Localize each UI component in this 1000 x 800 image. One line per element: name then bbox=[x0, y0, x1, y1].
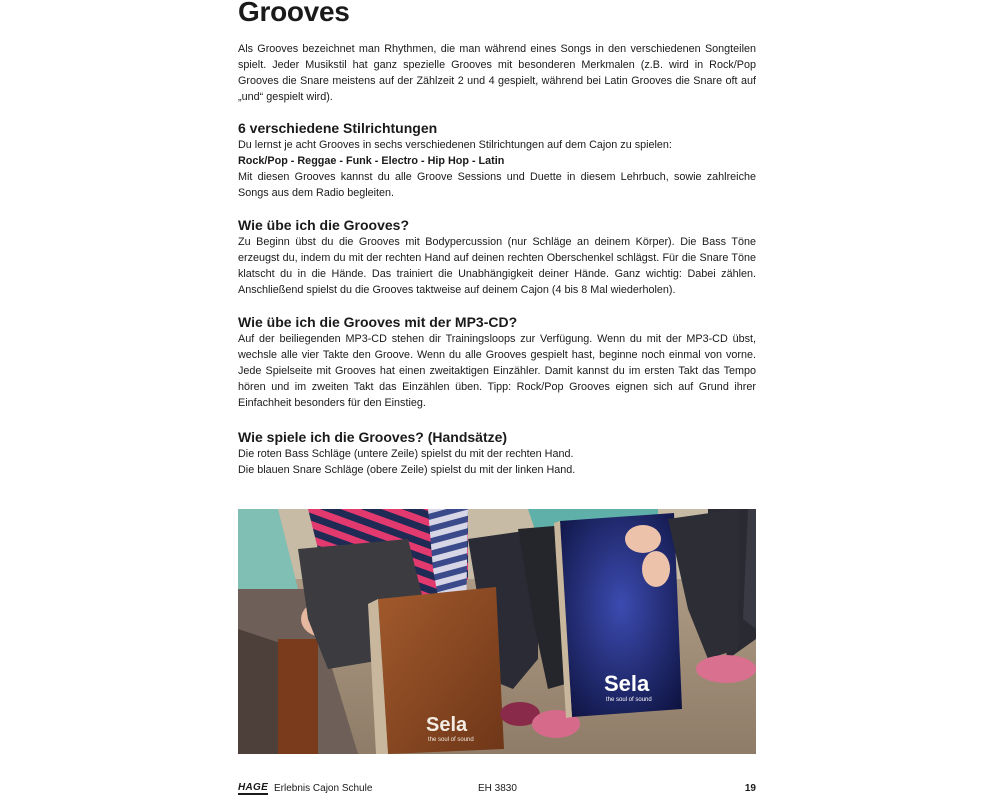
intro-paragraph bbox=[238, 41, 756, 105]
style-list: Rock/Pop - Reggae - Funk - Electro - Hip Hop - Latin bbox=[238, 155, 505, 167]
section-text: Auf der beiliegenden MP3-CD stehen dir Trainingsloops zur Verfügung. Wenn du mit der MP3-CD übst, wechsle alle vier Takte den Groove. Wenn du alle Grooves gespielt hast, beginne noch einmal von vorne. Jede Spielseite mit Grooves hat einen zweitaktigen Einzähler. Damit kannst du im ersten Takt das Tempo hören und im zweiten Takt das Einzählen üben. Tipp: Rock/Pop Grooves eignen sich auf Grund ihrer Einfachheit besonders für den Einstieg. bbox=[238, 333, 756, 409]
cajon-brand-right: Sela bbox=[604, 671, 650, 696]
section-heading: Wie übe ich die Grooves? bbox=[238, 217, 410, 233]
publisher-logo: HAGE bbox=[238, 782, 269, 793]
section-heading: Wie übe ich die Grooves mit der MP3-CD? bbox=[238, 314, 518, 330]
cajon-photo bbox=[238, 509, 756, 754]
section-handsaetze bbox=[238, 428, 756, 478]
page-footer bbox=[238, 783, 756, 797]
section-wie-ueben bbox=[238, 216, 756, 298]
intro-text: Als Grooves bezeichnet man Rhythmen, die man während eines Songs in den verschiedenen Songteilen spielt. Jeder Musikstil hat ganz spezielle Grooves mit besonderen Merkmalen (z.B. wird in Rock/Pop Grooves die Snare meistens auf der Zählzeit 2 und 4 gespielt, während bei Latin Grooves die Snare oft auf „und“ gespielt wird). bbox=[238, 43, 756, 103]
section-mp3-cd bbox=[238, 313, 756, 411]
section-text: Du lernst je acht Grooves in sechs verschiedenen Stilrichtungen auf dem Cajon zu spielen: bbox=[238, 139, 672, 151]
section-text: Mit diesen Grooves kannst du alle Groove Sessions und Duette in diesem Lehrbuch, sowie zahlreiche Songs aus dem Radio begleiten. bbox=[238, 171, 756, 199]
section-heading: 6 verschiedene Stilrichtungen bbox=[238, 120, 438, 136]
page-number: 19 bbox=[744, 783, 756, 794]
section-stilrichtungen bbox=[238, 119, 756, 201]
cajon-brand-left: Sela bbox=[426, 714, 468, 736]
cajon-tagline-right: the soul of sound bbox=[606, 697, 652, 703]
section-text: Zu Beginn übst du die Grooves mit Bodypercussion (nur Schläge an deinem Körper). Die Bass Töne erzeugst du, indem du mit der rechten Hand auf deinen rechten Oberschenkel schlägst. Für die Snare Töne klatscht du in die Hände. Das trainiert die Unabhängigkeit deiner Hände. Ganz wichtig: Dabei zählen. Anschließend spielst du die Grooves taktweise auf deinem Cajon (4 bis 8 Mal wiederholen). bbox=[238, 236, 756, 296]
edition-code: EH 3830 bbox=[478, 783, 517, 794]
section-text: Die blauen Snare Schläge (obere Zeile) spielst du mit der linken Hand. bbox=[238, 464, 576, 476]
book-title: Erlebnis Cajon Schule bbox=[274, 783, 373, 794]
section-text: Die roten Bass Schläge (untere Zeile) spielst du mit der rechten Hand. bbox=[238, 448, 574, 460]
page-title: Grooves bbox=[238, 0, 350, 27]
section-heading: Wie spiele ich die Grooves? (Handsätze) bbox=[238, 429, 508, 445]
cajon-tagline-left: the soul of sound bbox=[428, 737, 474, 743]
